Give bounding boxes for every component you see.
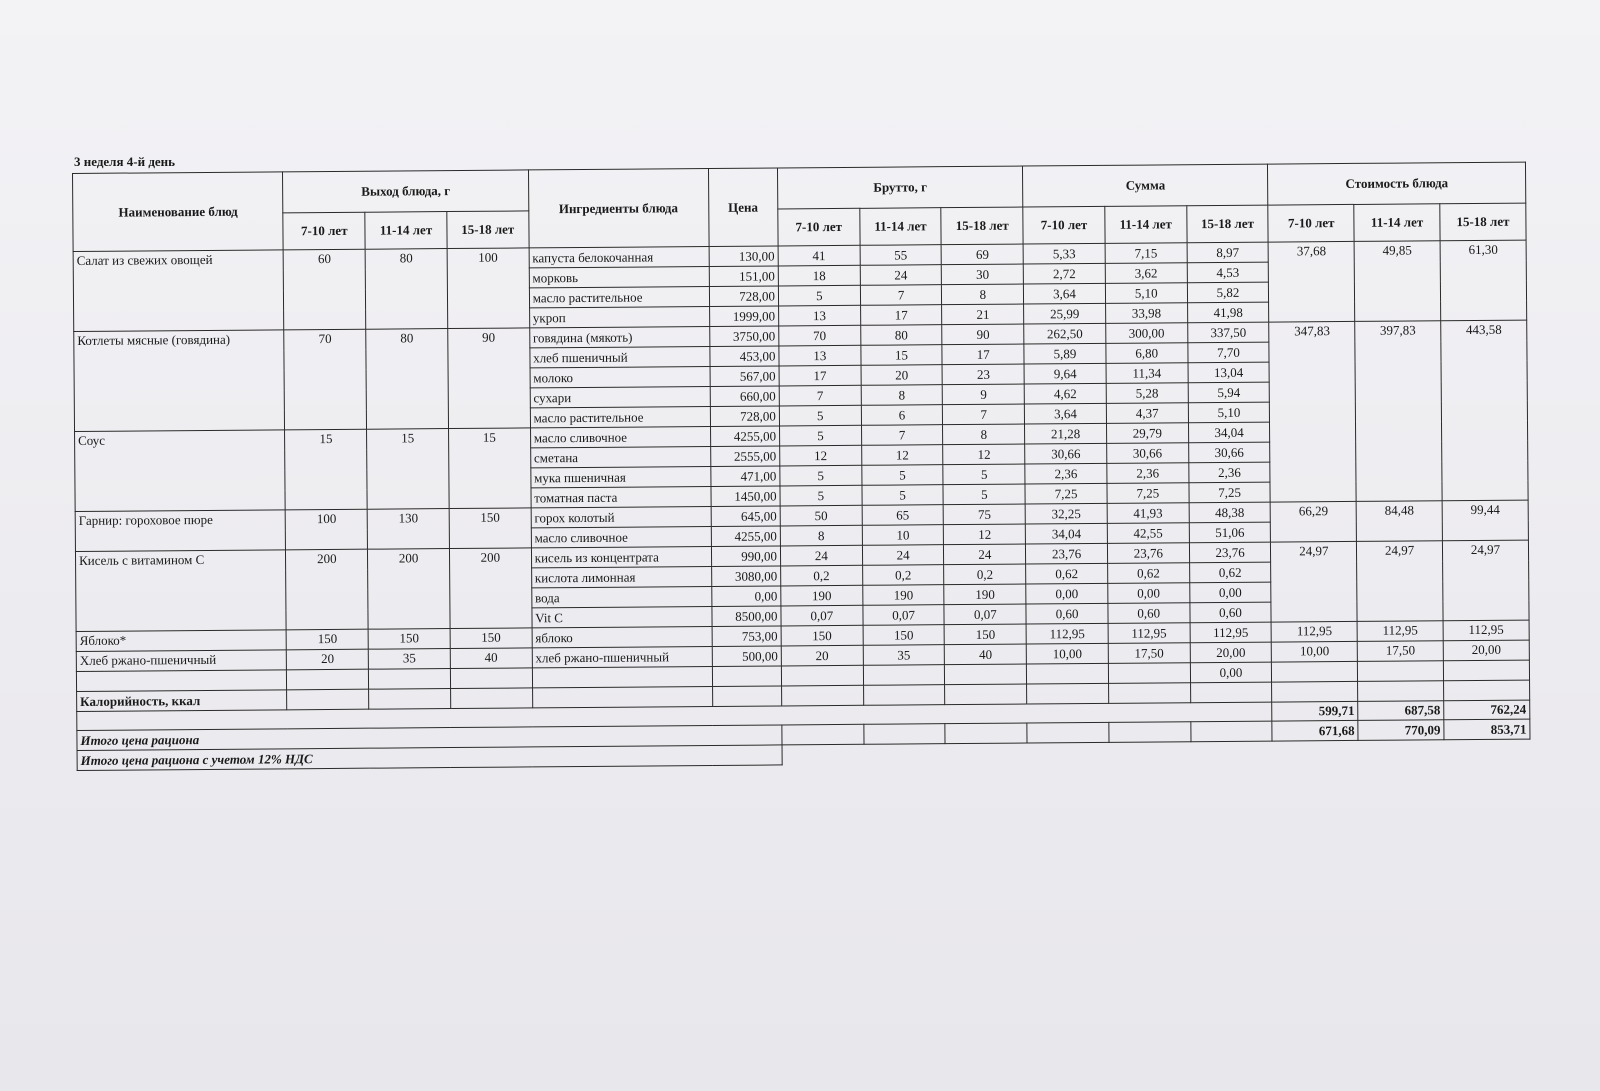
ingredient-name: мука пшеничная (531, 466, 711, 487)
ingredient-sum: 5,94 (1188, 382, 1270, 403)
dish-output: 200 (286, 549, 368, 630)
header-gross: Брутто, г (777, 166, 1023, 209)
ingredient-price: 3750,00 (709, 326, 779, 347)
ingredient-price: 471,00 (710, 466, 780, 487)
gross-weight: 10 (862, 525, 944, 546)
document-title: 3 неделя 4-й день (74, 154, 176, 169)
ingredient-price: 567,00 (710, 366, 780, 387)
header-dish-cost: Стоимость блюда (1268, 162, 1526, 205)
ingredient-price: 3080,00 (711, 566, 781, 587)
ingredient-sum: 5,89 (1024, 343, 1106, 364)
ingredient-price: 753,00 (712, 626, 782, 647)
ingredient-sum: 8,97 (1187, 242, 1269, 263)
gross-weight: 17 (860, 305, 942, 326)
ingredient-sum: 3,64 (1025, 403, 1107, 424)
gross-weight: 70 (779, 325, 861, 346)
gross-weight: 150 (863, 625, 945, 646)
gross-weight: 0,2 (944, 564, 1026, 585)
ingredient-sum: 5,28 (1106, 383, 1188, 404)
header-sum-age-11-14: 11-14 лет (1105, 206, 1187, 244)
ingredient-sum: 13,04 (1188, 362, 1270, 383)
ingredient-sum: 17,50 (1108, 643, 1190, 664)
ingredient-price: 453,00 (709, 346, 779, 367)
ingredient-sum: 7,25 (1107, 483, 1189, 504)
gross-weight: 7 (861, 425, 943, 446)
ingredient-name: Vit C (532, 606, 712, 627)
ingredient-price: 8500,00 (711, 606, 781, 627)
ingredient-name: вода (531, 586, 711, 607)
ingredient-sum: 6,80 (1106, 343, 1188, 364)
total-7-10: 599,71 (1272, 701, 1358, 721)
ingredient-price: 728,00 (710, 406, 780, 427)
ingredient-sum: 112,95 (1190, 622, 1272, 643)
dish-cost: 49,85 (1354, 241, 1440, 322)
ingredient-name: сухари (530, 386, 710, 407)
ingredient-sum: 32,25 (1025, 503, 1107, 524)
gross-weight: 17 (779, 365, 861, 386)
ingredient-price: 990,00 (711, 546, 781, 567)
header-dish-name: Наименование блюд (73, 172, 284, 252)
gross-weight: 13 (779, 305, 861, 326)
gross-weight: 5 (943, 484, 1025, 505)
ingredient-sum: 20,00 (1190, 642, 1272, 663)
ingredient-sum: 42,55 (1107, 523, 1189, 544)
header-output: Выход блюда, г (283, 170, 529, 213)
ingredient-name: яблоко (532, 626, 712, 647)
ingredient-sum: 3,64 (1024, 283, 1106, 304)
dish-cost: 24,97 (1271, 541, 1357, 622)
ingredient-sum: 2,36 (1188, 462, 1270, 483)
header-gross-age-11-14: 11-14 лет (860, 208, 942, 246)
ingredient-sum: 5,82 (1187, 282, 1269, 303)
ingredient-sum: 0,60 (1108, 603, 1190, 624)
gross-weight: 7 (943, 404, 1025, 425)
total-label: Итого цена рациона (77, 725, 782, 751)
dish-cost: 10,00 (1272, 641, 1358, 662)
ingredient-sum: 4,62 (1024, 383, 1106, 404)
ingredient-name: масло растительное (530, 406, 710, 427)
gross-weight: 0,2 (862, 565, 944, 586)
dish-cost: 397,83 (1355, 321, 1442, 502)
gross-weight: 13 (779, 345, 861, 366)
gross-weight: 0,07 (863, 605, 945, 626)
gross-weight: 23 (942, 364, 1024, 385)
header-cost-age-15-18: 15-18 лет (1440, 203, 1526, 241)
gross-weight: 40 (945, 644, 1027, 665)
gross-weight: 50 (780, 505, 862, 526)
ingredient-name: томатная паста (531, 486, 711, 507)
ingredient-price: 728,00 (709, 286, 779, 307)
ingredient-sum: 41,93 (1107, 503, 1189, 524)
ingredient-sum: 30,66 (1188, 442, 1270, 463)
ingredient-sum: 0,62 (1026, 563, 1108, 584)
ingredient-sum: 10,00 (1026, 643, 1108, 664)
header-price: Цена (708, 168, 778, 247)
dish-output: 130 (367, 509, 449, 550)
ingredient-sum: 48,38 (1189, 502, 1271, 523)
vat-total-7-10: 671,68 (1272, 720, 1358, 741)
gross-weight: 5 (862, 485, 944, 506)
calories-label: Калорийность, ккал (77, 690, 288, 712)
ingredient-sum: 5,10 (1188, 402, 1270, 423)
dish-output: 20 (287, 649, 369, 670)
gross-weight: 190 (944, 584, 1026, 605)
dish-output: 150 (287, 629, 369, 650)
gross-weight: 5 (779, 405, 861, 426)
gross-weight: 15 (861, 345, 943, 366)
ingredient-sum: 2,72 (1023, 263, 1105, 284)
ingredient-sum: 0,62 (1189, 562, 1271, 583)
dish-name: Кисель с витамином С (75, 550, 286, 632)
ingredient-sum: 33,98 (1105, 303, 1187, 324)
header-cost-age-7-10: 7-10 лет (1268, 204, 1354, 242)
dish-cost: 20,00 (1443, 640, 1529, 661)
gross-weight: 5 (862, 465, 944, 486)
gross-weight: 24 (860, 265, 942, 286)
dish-name: Котлеты мясные (говядина) (74, 330, 285, 432)
gross-weight: 24 (944, 544, 1026, 565)
dish-output: 80 (366, 329, 449, 430)
ingredient-price: 151,00 (709, 266, 779, 287)
dish-cost: 443,58 (1441, 320, 1528, 501)
ingredient-sum: 23,76 (1107, 543, 1189, 564)
dish-output: 15 (285, 429, 367, 510)
ingredient-name: морковь (529, 267, 709, 288)
ingredient-sum: 23,76 (1026, 543, 1108, 564)
dish-output: 150 (368, 629, 450, 650)
ingredient-sum: 0,60 (1190, 602, 1272, 623)
dish-cost: 84,48 (1356, 501, 1442, 542)
gross-weight: 0,07 (781, 605, 863, 626)
dish-output: 200 (368, 549, 450, 630)
ingredient-price: 1999,00 (709, 306, 779, 327)
dish-cost: 99,44 (1442, 500, 1528, 541)
ingredient-sum: 337,50 (1187, 322, 1269, 343)
header-output-age-7-10: 7-10 лет (283, 212, 365, 250)
dish-output: 100 (286, 509, 368, 550)
ingredient-sum: 30,66 (1107, 443, 1189, 464)
dish-output: 15 (448, 428, 530, 509)
ingredient-sum: 4,37 (1106, 403, 1188, 424)
ingredient-name: капуста белокочанная (529, 247, 709, 268)
gross-weight: 5 (779, 425, 861, 446)
dish-output: 35 (368, 649, 450, 670)
dish-cost: 112,95 (1357, 621, 1443, 642)
dish-output: 70 (284, 329, 367, 430)
gross-weight: 69 (942, 244, 1024, 265)
ingredient-price: 2555,00 (710, 446, 780, 467)
ingredient-sum: 4,53 (1187, 262, 1269, 283)
dish-output: 100 (447, 248, 529, 329)
gross-weight: 55 (860, 245, 942, 266)
header-output-age-11-14: 11-14 лет (365, 212, 447, 250)
ingredient-sum: 2,36 (1025, 463, 1107, 484)
dish-cost: 24,97 (1442, 540, 1529, 621)
ingredient-sum: 23,76 (1189, 542, 1271, 563)
dish-name: Яблоко* (76, 630, 287, 652)
gross-weight: 65 (862, 505, 944, 526)
ingredient-name: масло сливочное (531, 526, 711, 547)
gross-weight: 7 (779, 385, 861, 406)
header-ingredients: Ингредиенты блюда (528, 169, 708, 248)
total-11-14: 687,58 (1358, 701, 1444, 721)
gross-weight: 30 (942, 264, 1024, 285)
gross-weight: 6 (861, 405, 943, 426)
gross-weight: 8 (942, 284, 1024, 305)
gross-weight: 9 (943, 384, 1025, 405)
vat-total-15-18: 853,71 (1444, 719, 1530, 740)
header-sum-age-15-18: 15-18 лет (1186, 205, 1268, 243)
ingredient-price: 500,00 (712, 646, 782, 667)
ingredient-sum: 7,25 (1189, 482, 1271, 503)
dish-output: 150 (449, 508, 531, 549)
gross-weight: 12 (780, 445, 862, 466)
ingredient-sum: 41,98 (1187, 302, 1269, 323)
ingredient-price: 4255,00 (711, 526, 781, 547)
dish-cost: 37,68 (1268, 241, 1354, 322)
gross-weight: 0,2 (781, 565, 863, 586)
dish-output: 15 (367, 429, 449, 510)
gross-weight: 8 (861, 385, 943, 406)
gross-weight: 35 (863, 645, 945, 666)
ingredient-sum: 5,10 (1105, 283, 1187, 304)
dish-cost: 17,50 (1357, 641, 1443, 662)
dish-cost: 66,29 (1271, 501, 1357, 542)
header-gross-age-7-10: 7-10 лет (778, 208, 860, 246)
ingredient-sum: 9,64 (1024, 363, 1106, 384)
gross-weight: 21 (942, 304, 1024, 325)
gross-weight: 20 (861, 365, 943, 386)
dish-name: Гарнир: гороховое пюре (75, 510, 286, 552)
ingredient-sum: 30,66 (1025, 443, 1107, 464)
ingredient-price: 0,00 (711, 586, 781, 607)
ingredient-price: 660,00 (710, 386, 780, 407)
ingredient-sum: 0,00 (1108, 583, 1190, 604)
ingredient-name: укроп (529, 307, 709, 328)
ingredient-price: 4255,00 (710, 426, 780, 447)
gross-weight: 24 (862, 545, 944, 566)
dish-cost: 112,95 (1271, 621, 1357, 642)
ingredient-sum: 0,00 (1026, 583, 1108, 604)
ingredient-sum: 34,04 (1188, 422, 1270, 443)
ingredient-name: хлеб ржано-пшеничный (532, 646, 712, 667)
ingredient-sum: 34,04 (1025, 523, 1107, 544)
ingredient-sum: 5,33 (1023, 243, 1105, 264)
gross-weight: 17 (942, 344, 1024, 365)
vat-label: Итого цена рациона с учетом 12% НДС (77, 745, 782, 771)
gross-weight: 5 (780, 485, 862, 506)
ingredient-name: хлеб пшеничный (530, 346, 710, 367)
gross-weight: 90 (942, 324, 1024, 345)
menu-cost-table (72, 162, 1531, 771)
extra-sum-cell: 0,00 (1190, 662, 1272, 683)
dish-output: 80 (365, 249, 447, 330)
ingredient-sum: 7,70 (1188, 342, 1270, 363)
gross-weight: 20 (781, 645, 863, 666)
ingredient-price: 645,00 (711, 506, 781, 527)
ingredient-sum: 51,06 (1189, 522, 1271, 543)
header-cost-age-11-14: 11-14 лет (1354, 204, 1440, 242)
ingredient-name: горох колотый (531, 506, 711, 527)
gross-weight: 190 (781, 585, 863, 606)
gross-weight: 8 (943, 424, 1025, 445)
ingredient-sum: 25,99 (1024, 303, 1106, 324)
ingredient-sum: 300,00 (1106, 323, 1188, 344)
menu-table-body (73, 240, 1529, 671)
dish-output: 40 (450, 648, 532, 669)
gross-weight: 5 (943, 464, 1025, 485)
ingredient-price: 130,00 (709, 246, 779, 267)
gross-weight: 8 (780, 525, 862, 546)
dish-cost: 61,30 (1440, 240, 1527, 321)
gross-weight: 5 (780, 465, 862, 486)
dish-cost: 112,95 (1443, 620, 1529, 641)
dish-output: 60 (284, 249, 366, 330)
dish-cost: 347,83 (1269, 321, 1356, 502)
gross-weight: 41 (778, 245, 860, 266)
ingredient-sum: 29,79 (1106, 423, 1188, 444)
dish-output: 200 (449, 548, 531, 629)
menu-table-footer (76, 660, 1530, 770)
ingredient-sum: 3,62 (1105, 263, 1187, 284)
gross-weight: 12 (943, 444, 1025, 465)
dish-name: Салат из свежих овощей (73, 250, 284, 332)
gross-weight: 24 (780, 545, 862, 566)
ingredient-name: масло растительное (529, 287, 709, 308)
header-sum: Сумма (1023, 164, 1269, 207)
ingredient-sum: 112,95 (1026, 623, 1108, 644)
header-gross-age-15-18: 15-18 лет (941, 207, 1023, 245)
ingredient-name: масло сливочное (530, 426, 710, 447)
dish-name: Соус (75, 430, 286, 512)
ingredient-sum: 262,50 (1024, 323, 1106, 344)
ingredient-sum: 2,36 (1107, 463, 1189, 484)
gross-weight: 80 (860, 325, 942, 346)
ingredient-sum: 0,62 (1108, 563, 1190, 584)
header-sum-age-7-10: 7-10 лет (1023, 206, 1105, 244)
gross-weight: 150 (781, 625, 863, 646)
ingredient-sum: 7,15 (1105, 243, 1187, 264)
gross-weight: 5 (778, 285, 860, 306)
dish-output: 90 (448, 328, 531, 429)
gross-weight: 12 (944, 524, 1026, 545)
ingredient-sum: 21,28 (1025, 423, 1107, 444)
vat-total-11-14: 770,09 (1358, 720, 1444, 741)
ingredient-name: сметана (530, 446, 710, 467)
total-15-18: 762,24 (1444, 700, 1530, 720)
gross-weight: 190 (862, 585, 944, 606)
gross-weight: 7 (860, 285, 942, 306)
ingredient-name: молоко (530, 366, 710, 387)
ingredient-sum: 0,60 (1026, 603, 1108, 624)
dish-output: 150 (450, 628, 532, 649)
ingredient-sum: 112,95 (1108, 623, 1190, 644)
ingredient-sum: 0,00 (1189, 582, 1271, 603)
dish-name: Хлеб ржано-пшеничный (76, 650, 287, 672)
gross-weight: 12 (861, 445, 943, 466)
ingredient-sum: 11,34 (1106, 363, 1188, 384)
gross-weight: 18 (778, 265, 860, 286)
ingredient-name: кислота лимонная (531, 566, 711, 587)
ingredient-name: кисель из концентрата (531, 546, 711, 567)
gross-weight: 0,07 (944, 604, 1026, 625)
gross-weight: 75 (944, 504, 1026, 525)
ingredient-price: 1450,00 (710, 486, 780, 507)
dish-cost: 24,97 (1357, 541, 1443, 622)
header-output-age-15-18: 15-18 лет (447, 211, 529, 249)
ingredient-sum: 7,25 (1025, 483, 1107, 504)
ingredient-name: говядина (мякоть) (529, 327, 709, 348)
gross-weight: 150 (945, 624, 1027, 645)
